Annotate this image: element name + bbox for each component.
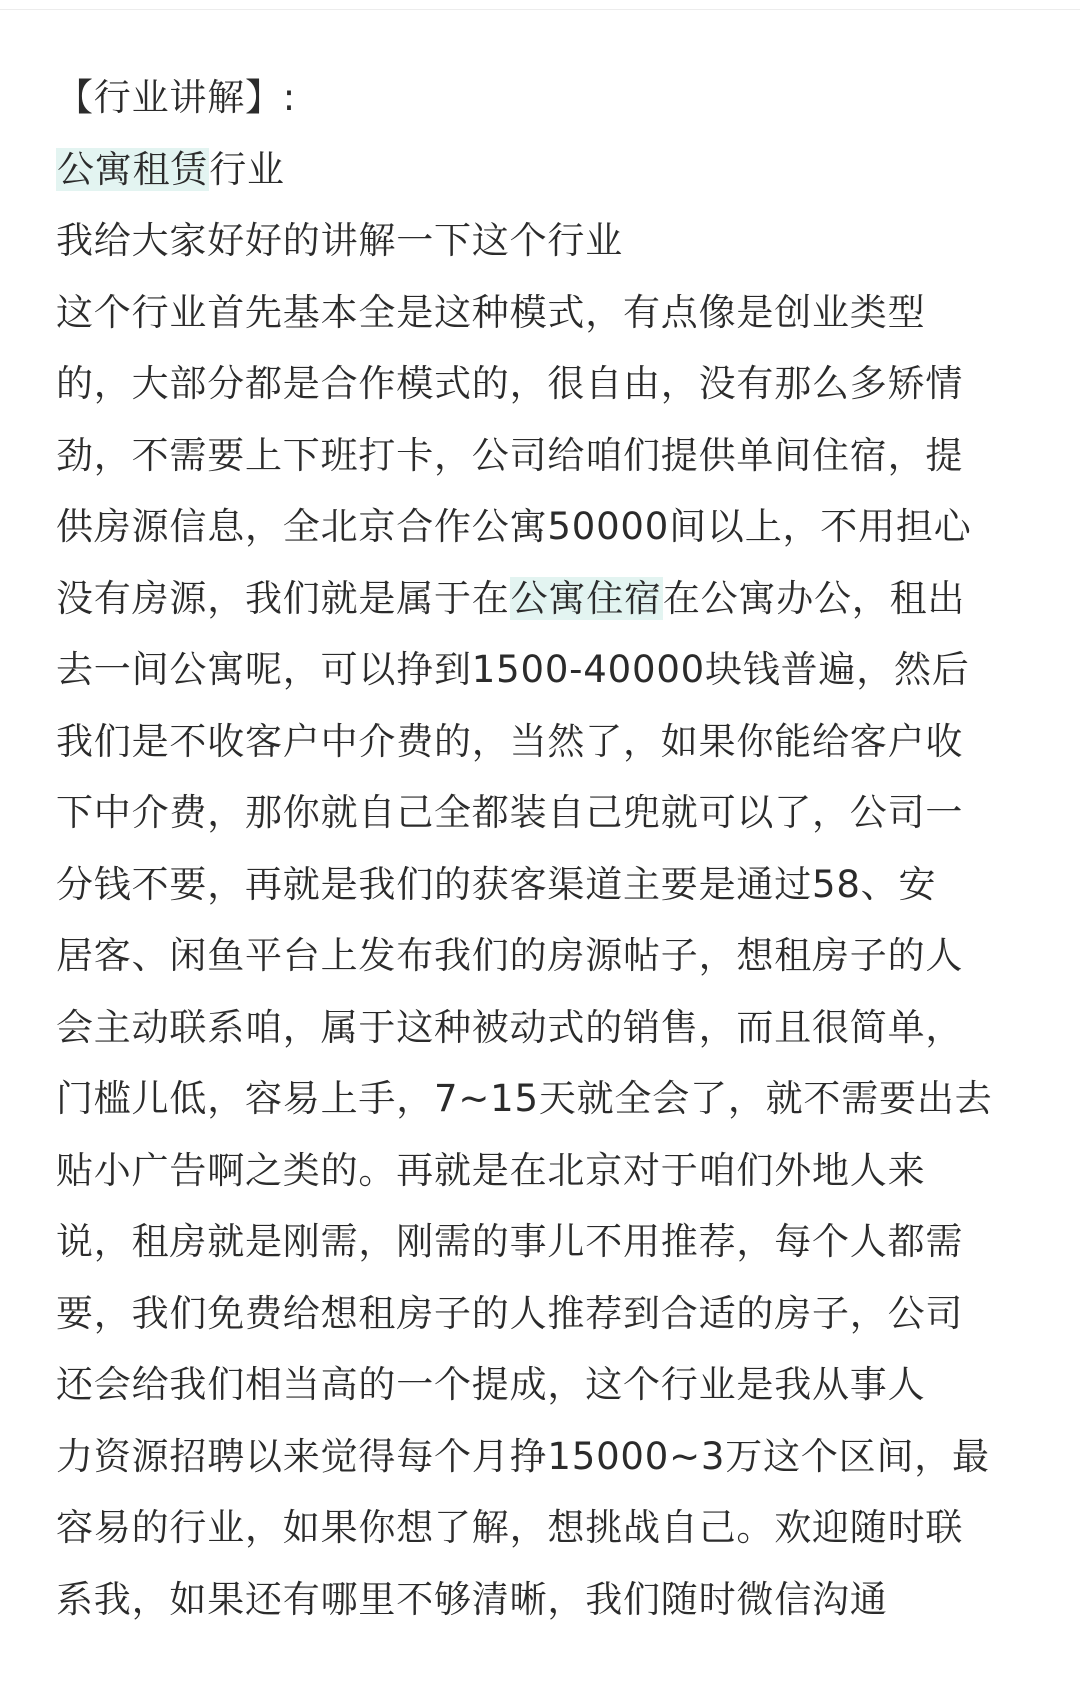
- article-heading: 【行业讲解】:: [56, 76, 297, 119]
- highlighted-keyword[interactable]: 公寓住宿: [510, 576, 662, 620]
- article-body: [56, 62, 1036, 1635]
- paragraph-line: 这个行业首先基本全是这种模式，有点像是创业类型: [56, 290, 926, 334]
- paragraph-line: 要，我们免费给想租房子的人推荐到合适的房子，公司: [56, 1291, 964, 1335]
- paragraph-line: 的，大部分都是合作模式的，很自由，没有那么多矫情: [56, 362, 964, 405]
- line-text-after: 在公寓办公，租出: [662, 576, 966, 620]
- paragraph-line: 下中介费，那你就自己全都装自己兜就可以了，公司一: [56, 791, 964, 834]
- paragraph-line: 容易的行业，如果你想了解，想挑战自己。欢迎随时联: [56, 1506, 964, 1549]
- paragraph-line: 去一间公寓呢，可以挣到1500-40000块钱普遍，然后: [56, 648, 970, 691]
- paragraph-line: 供房源信息，全北京合作公寓50000间以上，不用担心: [56, 505, 972, 548]
- paragraph-line: 居客、闲鱼平台上发布我们的房源帖子，想租房子的人: [56, 934, 964, 977]
- paragraph-line: 门槛儿低，容易上手，7~15天就全会了，就不需要出去: [56, 1077, 993, 1120]
- highlighted-keyword[interactable]: 公寓租赁: [57, 147, 209, 191]
- article-intro: 我给大家好好的讲解一下这个行业: [56, 219, 623, 262]
- paragraph-line: 说，租房就是刚需，刚需的事儿不用推荐，每个人都需: [56, 1220, 964, 1263]
- article-title: [56, 134, 1036, 206]
- top-divider: [0, 0, 1080, 10]
- title-suffix: 行业: [209, 147, 285, 191]
- paragraph-line: 分钱不要，再就是我们的获客渠道主要是通过58、安: [56, 862, 937, 906]
- paragraph-line: 贴小广告啊之类的。再就是在北京对于咱们外地人来: [56, 1148, 926, 1192]
- paragraph-line: [56, 563, 1036, 635]
- paragraph-line: 我们是不收客户中介费的，当然了，如果你能给客户收: [56, 719, 964, 763]
- paragraph-line: 还会给我们相当高的一个提成，这个行业是我从事人: [56, 1363, 926, 1406]
- line-text-before: 没有房源，我们就是属于在: [56, 576, 510, 620]
- paragraph-line: 会主动联系咱，属于这种被动式的销售，而且很简单，: [56, 1005, 964, 1049]
- paragraph-line: 系我，如果还有哪里不够清晰，我们随时微信沟通: [56, 1577, 888, 1621]
- paragraph-line: 劲，不需要上下班打卡，公司给咱们提供单间住宿，提: [56, 433, 964, 477]
- paragraph-line: 力资源招聘以来觉得每个月挣15000~3万这个区间，最: [56, 1434, 990, 1478]
